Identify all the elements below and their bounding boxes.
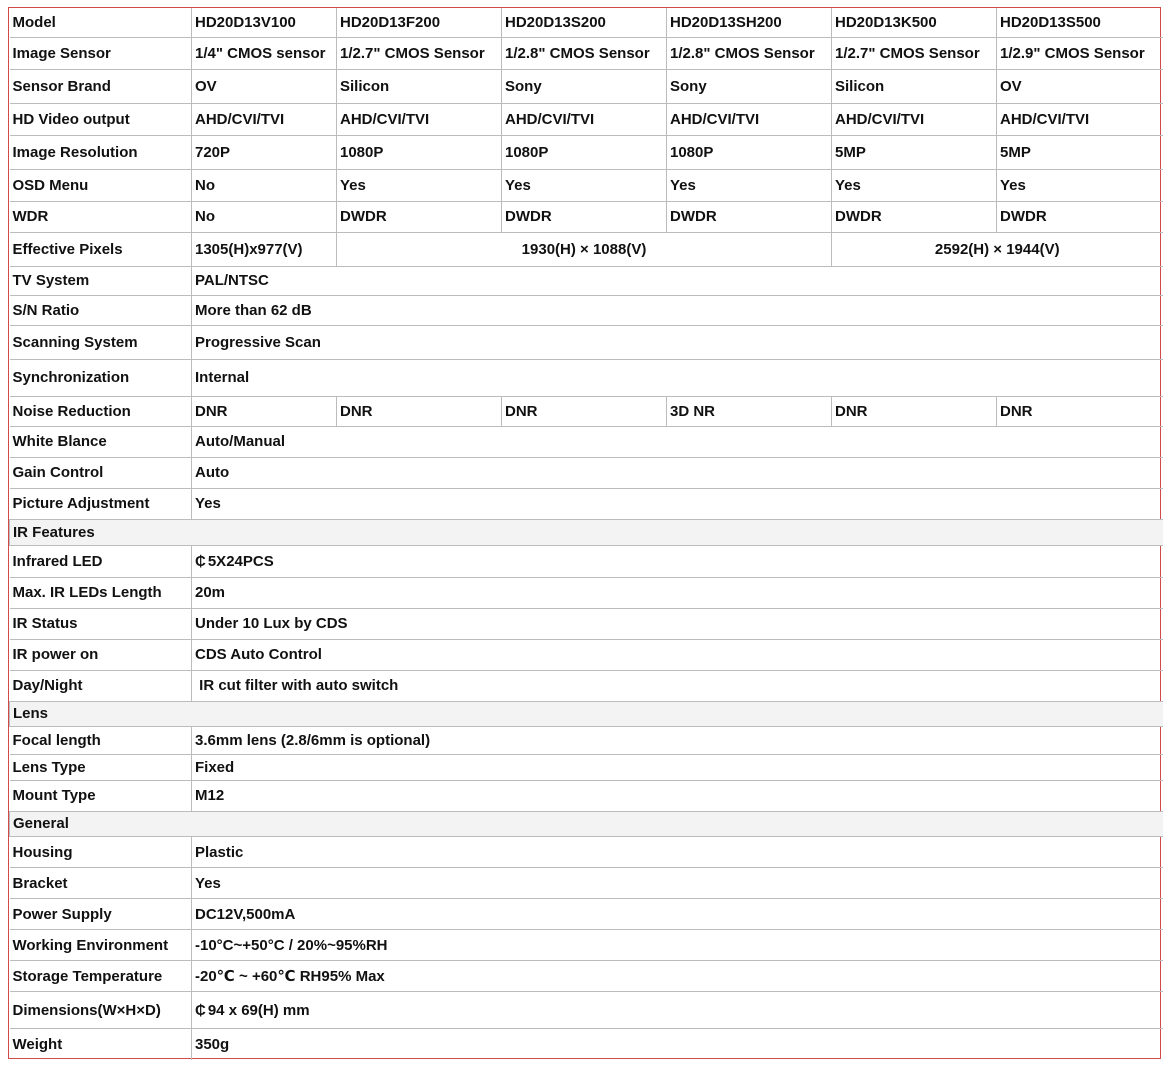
spec-cell: Internal	[192, 359, 1163, 396]
row-label: Image Sensor	[10, 37, 192, 69]
row-label: Scanning System	[10, 325, 192, 359]
spec-table	[9, 8, 1163, 1060]
row-label: OSD Menu	[10, 169, 192, 201]
spec-cell: 350g	[192, 1029, 1163, 1060]
spec-cell: AHD/CVI/TVI	[667, 103, 832, 135]
spec-cell: 1/4" CMOS sensor	[192, 37, 337, 69]
spec-cell: Plastic	[192, 837, 1163, 868]
table-row	[10, 837, 1163, 868]
model-cell: HD20D13S500	[997, 8, 1163, 37]
table-row	[10, 780, 1163, 811]
spec-cell: -10°C~+50°C / 20%~95%RH	[192, 930, 1163, 961]
spec-cell: DNR	[192, 396, 337, 426]
spec-cell: Auto	[192, 457, 1163, 488]
row-label: TV System	[10, 266, 192, 295]
spec-cell: 3D NR	[667, 396, 832, 426]
table-row	[10, 639, 1163, 670]
row-label: Weight	[10, 1029, 192, 1060]
spec-cell	[192, 992, 1163, 1029]
table-row	[10, 426, 1163, 457]
row-label: Picture Adjustment	[10, 488, 192, 519]
table-row	[10, 992, 1163, 1029]
row-label: Lens Type	[10, 754, 192, 780]
spec-cell: 1930(H) × 1088(V)	[337, 232, 832, 266]
spec-cell: 1080P	[667, 135, 832, 169]
spec-value: 5X24PCS	[207, 552, 274, 570]
table-row	[10, 577, 1163, 608]
row-label: Storage Temperature	[10, 961, 192, 992]
row-label: Day/Night	[10, 670, 192, 701]
spec-cell: DNR	[337, 396, 502, 426]
table-row	[10, 868, 1163, 899]
table-row	[10, 396, 1163, 426]
spec-cell: Sony	[667, 69, 832, 103]
table-row	[10, 488, 1163, 519]
spec-cell: DWDR	[667, 201, 832, 232]
table-row	[10, 37, 1163, 69]
spec-cell: 20m	[192, 577, 1163, 608]
model-cell: HD20D13SH200	[667, 8, 832, 37]
spec-cell: 720P	[192, 135, 337, 169]
spec-cell: Yes	[502, 169, 667, 201]
table-row	[10, 169, 1163, 201]
row-label: Gain Control	[10, 457, 192, 488]
spec-cell: 1/2.7" CMOS Sensor	[337, 37, 502, 69]
row-label: Mount Type	[10, 780, 192, 811]
table-row	[10, 232, 1163, 266]
spec-cell: 1/2.9" CMOS Sensor	[997, 37, 1163, 69]
table-row	[10, 545, 1163, 577]
spec-cell: OV	[192, 69, 337, 103]
row-label: White Blance	[10, 426, 192, 457]
spec-cell: 1/2.7" CMOS Sensor	[832, 37, 997, 69]
spec-cell: 3.6mm lens (2.8/6mm is optional)	[192, 726, 1163, 754]
spec-cell: M12	[192, 780, 1163, 811]
section-title: IR Features	[10, 519, 1163, 545]
spec-cell: DWDR	[337, 201, 502, 232]
table-row	[10, 457, 1163, 488]
spec-cell: CDS Auto Control	[192, 639, 1163, 670]
spec-cell: 2592(H) × 1944(V)	[832, 232, 1163, 266]
spec-cell: AHD/CVI/TVI	[997, 103, 1163, 135]
spec-cell: No	[192, 169, 337, 201]
spec-cell: More than 62 dB	[192, 295, 1163, 325]
spec-value: 94 x 69(H) mm	[207, 1001, 310, 1019]
table-row	[10, 201, 1163, 232]
spec-sheet	[8, 7, 1161, 1059]
spec-cell: OV	[997, 69, 1163, 103]
row-label: Focal length	[10, 726, 192, 754]
spec-cell: DWDR	[832, 201, 997, 232]
row-label: Synchronization	[10, 359, 192, 396]
spec-cell: 1080P	[337, 135, 502, 169]
spec-cell: Yes	[337, 169, 502, 201]
section-title: General	[10, 811, 1163, 836]
spec-cell: IR cut filter with auto switch	[192, 670, 1163, 701]
spec-cell: Silicon	[337, 69, 502, 103]
spec-cell: No	[192, 201, 337, 232]
row-label: IR power on	[10, 639, 192, 670]
spec-cell: DWDR	[997, 201, 1163, 232]
diameter-icon: ₵	[195, 552, 206, 570]
spec-cell: -20℃ ~ +60℃ RH95% Max	[192, 961, 1163, 992]
spec-cell: Yes	[192, 868, 1163, 899]
section-title: Lens	[10, 701, 1163, 726]
table-row	[10, 726, 1163, 754]
table-row	[10, 266, 1163, 295]
row-label: S/N Ratio	[10, 295, 192, 325]
spec-cell: AHD/CVI/TVI	[192, 103, 337, 135]
spec-cell: 1080P	[502, 135, 667, 169]
model-label: Model	[10, 8, 192, 37]
spec-cell: 1305(H)x977(V)	[192, 232, 337, 266]
row-label: Working Environment	[10, 930, 192, 961]
spec-cell: Yes	[192, 488, 1163, 519]
spec-cell: Yes	[832, 169, 997, 201]
spec-cell	[192, 545, 1163, 577]
diameter-icon: ₵	[195, 1001, 206, 1019]
spec-cell: AHD/CVI/TVI	[337, 103, 502, 135]
spec-cell: Yes	[667, 169, 832, 201]
header-row	[10, 8, 1163, 37]
model-cell: HD20D13V100	[192, 8, 337, 37]
row-label: Noise Reduction	[10, 396, 192, 426]
spec-cell: 1/2.8" CMOS Sensor	[667, 37, 832, 69]
table-row	[10, 325, 1163, 359]
row-label: Housing	[10, 837, 192, 868]
row-label: Power Supply	[10, 899, 192, 930]
table-row	[10, 1029, 1163, 1060]
spec-cell: DC12V,500mA	[192, 899, 1163, 930]
table-row	[10, 670, 1163, 701]
row-label: Effective Pixels	[10, 232, 192, 266]
row-label: Infrared LED	[10, 545, 192, 577]
row-label: Dimensions(W×H×D)	[10, 992, 192, 1029]
spec-cell: Sony	[502, 69, 667, 103]
table-row	[10, 961, 1163, 992]
section-row	[10, 811, 1163, 836]
spec-cell: 5MP	[832, 135, 997, 169]
table-row	[10, 754, 1163, 780]
section-row	[10, 701, 1163, 726]
spec-cell: AHD/CVI/TVI	[832, 103, 997, 135]
spec-cell: Auto/Manual	[192, 426, 1163, 457]
row-label: Max. IR LEDs Length	[10, 577, 192, 608]
row-label: HD Video output	[10, 103, 192, 135]
table-row	[10, 359, 1163, 396]
row-label: WDR	[10, 201, 192, 232]
model-cell: HD20D13K500	[832, 8, 997, 37]
row-label: Bracket	[10, 868, 192, 899]
table-row	[10, 295, 1163, 325]
table-row	[10, 135, 1163, 169]
section-row	[10, 519, 1163, 545]
spec-cell: DNR	[832, 396, 997, 426]
table-row	[10, 69, 1163, 103]
row-label: Sensor Brand	[10, 69, 192, 103]
spec-cell: Yes	[997, 169, 1163, 201]
table-row	[10, 103, 1163, 135]
row-label: IR Status	[10, 608, 192, 639]
table-row	[10, 930, 1163, 961]
model-cell: HD20D13S200	[502, 8, 667, 37]
spec-cell: 1/2.8" CMOS Sensor	[502, 37, 667, 69]
spec-cell: Under 10 Lux by CDS	[192, 608, 1163, 639]
spec-cell: Fixed	[192, 754, 1163, 780]
spec-cell: Silicon	[832, 69, 997, 103]
row-label: Image Resolution	[10, 135, 192, 169]
spec-cell: DNR	[502, 396, 667, 426]
spec-cell: 5MP	[997, 135, 1163, 169]
spec-cell: PAL/NTSC	[192, 266, 1163, 295]
table-row	[10, 608, 1163, 639]
table-row	[10, 899, 1163, 930]
model-cell: HD20D13F200	[337, 8, 502, 37]
spec-cell: AHD/CVI/TVI	[502, 103, 667, 135]
spec-cell: DNR	[997, 396, 1163, 426]
spec-cell: DWDR	[502, 201, 667, 232]
spec-cell: Progressive Scan	[192, 325, 1163, 359]
